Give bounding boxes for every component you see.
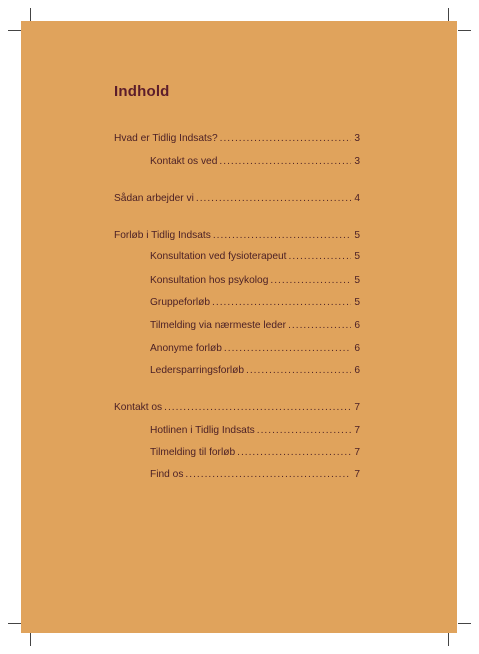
toc-leader-dots [213,229,352,243]
toc-entry[interactable] [150,274,360,288]
toc-entry[interactable] [150,296,360,310]
toc-page-number: 7 [354,469,360,480]
toc-title: Indhold [114,83,170,100]
toc-entry[interactable] [114,229,360,243]
toc-entry-label: Konsultation ved fysioterapeut [150,251,287,262]
toc-leader-dots [185,468,351,482]
toc-leader-dots [224,342,351,356]
toc-entry-label: Ledersparringsforløb [150,365,244,376]
toc-page-number: 6 [354,365,360,376]
toc-page-number: 3 [354,156,360,167]
crop-mark [30,8,31,21]
toc-entry[interactable] [150,319,360,333]
crop-mark [8,623,21,624]
toc-entry-label: Kontakt os ved [150,156,218,167]
toc-entry[interactable] [150,446,360,460]
toc-leader-dots [270,274,351,288]
toc-entry-label: Tilmelding via nærmeste leder [150,320,287,331]
toc-entry-label: Sådan arbejder vi [114,193,194,204]
toc-page-number: 5 [354,275,360,286]
toc-page-number: 7 [354,447,360,458]
toc-entry[interactable] [150,155,360,169]
document-page [21,21,457,633]
crop-mark [458,30,471,31]
toc-page-number: 6 [354,343,360,354]
toc-entry[interactable] [114,192,360,206]
crop-mark [448,633,449,646]
toc-leader-dots [237,446,351,460]
toc-entry[interactable] [150,424,360,438]
toc-entry-label: Gruppeforløb [150,297,211,308]
toc-leader-dots [288,319,351,333]
toc-leader-dots [220,132,352,146]
toc-leader-dots [246,364,351,378]
toc-entry-label: Anonyme forløb [150,343,222,354]
crop-mark [458,623,471,624]
toc-entry[interactable] [150,468,360,482]
toc-entry-label: Hotlinen i Tidlig Indsats [150,425,255,436]
toc-page-number: 6 [354,320,360,331]
toc-entry-label: Find os [150,469,184,480]
toc-entry[interactable] [114,401,360,415]
crop-mark [8,30,21,31]
toc-page-number: 3 [354,133,360,144]
crop-mark [448,8,449,21]
toc-leader-dots [212,296,351,310]
toc-entry[interactable] [150,342,360,356]
toc-entry-label: Konsultation hos psykolog [150,275,269,286]
toc-entry[interactable] [114,132,360,146]
toc-page-number: 5 [354,297,360,308]
toc-leader-dots [257,424,352,438]
crop-mark [30,633,31,646]
toc-leader-dots [289,250,352,264]
toc-leader-dots [219,155,351,169]
toc-entry[interactable] [150,364,360,378]
toc-page-number: 5 [354,251,360,262]
toc-page-number: 4 [354,193,360,204]
toc-entry-label: Forløb i Tidlig Indsats [114,230,211,241]
toc-entry-label: Hvad er Tidlig Indsats? [114,133,218,144]
toc-entry[interactable] [150,250,360,264]
toc-leader-dots [164,401,351,415]
toc-leader-dots [196,192,351,206]
toc-page-number: 5 [354,230,360,241]
toc-entry-label: Kontakt os [114,402,163,413]
toc-entry-label: Tilmelding til forløb [150,447,236,458]
toc-page-number: 7 [354,402,360,413]
toc-page-number: 7 [354,425,360,436]
